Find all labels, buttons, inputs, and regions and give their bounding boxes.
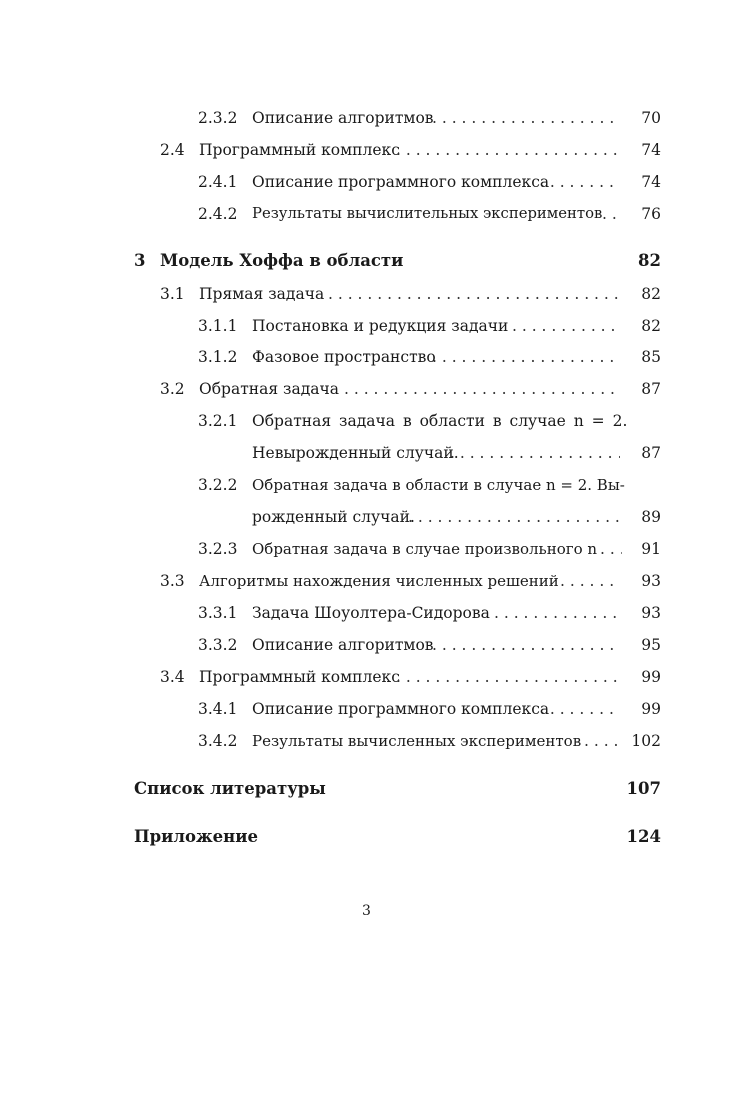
toc-entry-title: Обратная задача	[199, 379, 342, 399]
toc-entry-title: Список литературы	[134, 779, 329, 799]
toc-entry-page: 89	[641, 508, 661, 526]
toc-entry-title: Описание программного комплекса	[252, 172, 552, 192]
toc-entry-title: Результаты вычислительных экспериментов	[252, 204, 605, 224]
toc-entry-title: Описание программного комплекса	[252, 699, 552, 719]
toc-entry-title-line1: Обратная задача в области в случае n = 2. Вы-	[252, 475, 628, 495]
toc-leader-dots	[540, 699, 620, 719]
toc-entry-title: Описание алгоритмов	[252, 108, 437, 128]
toc-entry-page: 82	[641, 317, 661, 335]
toc-entry-title-line1: Обратная задача в области в случае n = 2.	[252, 411, 630, 431]
toc-entry-page: 85	[641, 348, 661, 366]
toc-entry-number: 2.4.1	[198, 173, 238, 191]
toc-entry-number: 2.4.2	[198, 205, 238, 223]
toc-entry-number: 3.2.1	[198, 412, 238, 430]
toc-entry-title: Алгоритмы нахождения численных решений	[199, 571, 562, 591]
toc-entry-number: 3.4	[160, 668, 185, 686]
toc-entry-title: Обратная задача в случае произвольного n	[252, 539, 600, 559]
toc-entry-page: 87	[641, 380, 661, 398]
toc-entry-number: 3.3	[160, 572, 185, 590]
toc-entry-number: 3.4.1	[198, 700, 238, 718]
toc-entry-number: 3.2.2	[198, 476, 238, 494]
toc-leader-dots	[494, 603, 620, 623]
toc-entry-page: 93	[641, 572, 661, 590]
toc-leader-dots	[396, 667, 620, 687]
toc-entry-number: 3.1.1	[198, 317, 238, 335]
toc-entry-title: Постановка и редукция задачи	[252, 316, 511, 336]
toc-leader-dots	[328, 284, 620, 304]
toc-entry-page: 82	[638, 251, 661, 270]
toc-entry-page: 74	[641, 173, 661, 191]
toc-entry-number: 2.4	[160, 141, 185, 159]
toc-entry-title: Программный комплекс	[199, 667, 403, 687]
toc-entry-page: 76	[641, 205, 661, 223]
toc-entry-page: 70	[641, 109, 661, 127]
toc-entry-title-line2: Невырожденный случай.	[252, 443, 462, 463]
toc-entry-title: Приложение	[134, 827, 261, 847]
toc-entry-title-line2: рожденный случай.	[252, 507, 418, 527]
toc-leader-dots	[432, 108, 620, 128]
toc-leader-dots	[408, 507, 620, 527]
toc-leader-dots	[450, 443, 620, 463]
toc-entry-title: Результаты вычисленных экспериментов	[252, 731, 584, 751]
toc-entry-title: Программный комплекс	[199, 140, 403, 160]
toc-leader-dots	[432, 347, 620, 367]
page-number: 3	[362, 903, 371, 919]
toc-entry-number: 2.3.2	[198, 109, 238, 127]
toc-entry-page: 74	[641, 141, 661, 159]
toc-entry-number: 3.1.2	[198, 348, 238, 366]
toc-entry-title: Модель Хоффа в области	[160, 251, 406, 271]
toc-entry-number: 3	[134, 251, 146, 270]
toc-entry-title: Задача Шоуолтера-Сидорова	[252, 603, 493, 623]
toc-entry-number: 3.4.2	[198, 732, 238, 750]
toc-leader-dots	[600, 539, 622, 559]
toc-entry-title: Фазовое пространство	[252, 347, 439, 367]
toc-entry-page: 99	[641, 668, 661, 686]
toc-entry-page: 82	[641, 285, 661, 303]
toc-entry-number: 3.3.2	[198, 636, 238, 654]
toc-leader-dots	[396, 140, 620, 160]
toc-entry-page: 87	[641, 444, 661, 462]
toc-entry-number: 3.1	[160, 285, 185, 303]
toc-entry-page: 99	[641, 700, 661, 718]
toc-entry-page: 93	[641, 604, 661, 622]
toc-entry-number: 3.2.3	[198, 540, 238, 558]
toc-leader-dots	[584, 731, 620, 751]
toc-entry-page: 91	[641, 540, 661, 558]
toc-entry-page: 102	[631, 732, 661, 750]
toc-entry-page: 124	[626, 827, 661, 846]
toc-leader-dots	[602, 204, 622, 224]
toc-entry-page: 107	[626, 779, 661, 798]
toc-leader-dots	[560, 571, 620, 591]
toc-leader-dots	[540, 172, 620, 192]
toc-entry-page: 95	[641, 636, 661, 654]
toc-entry-title: Прямая задача	[199, 284, 327, 304]
toc-entry-number: 3.2	[160, 380, 185, 398]
toc-leader-dots	[432, 635, 620, 655]
toc-leader-dots	[344, 379, 620, 399]
toc-leader-dots	[512, 316, 620, 336]
toc-entry-title: Описание алгоритмов	[252, 635, 437, 655]
toc-entry-number: 3.3.1	[198, 604, 238, 622]
